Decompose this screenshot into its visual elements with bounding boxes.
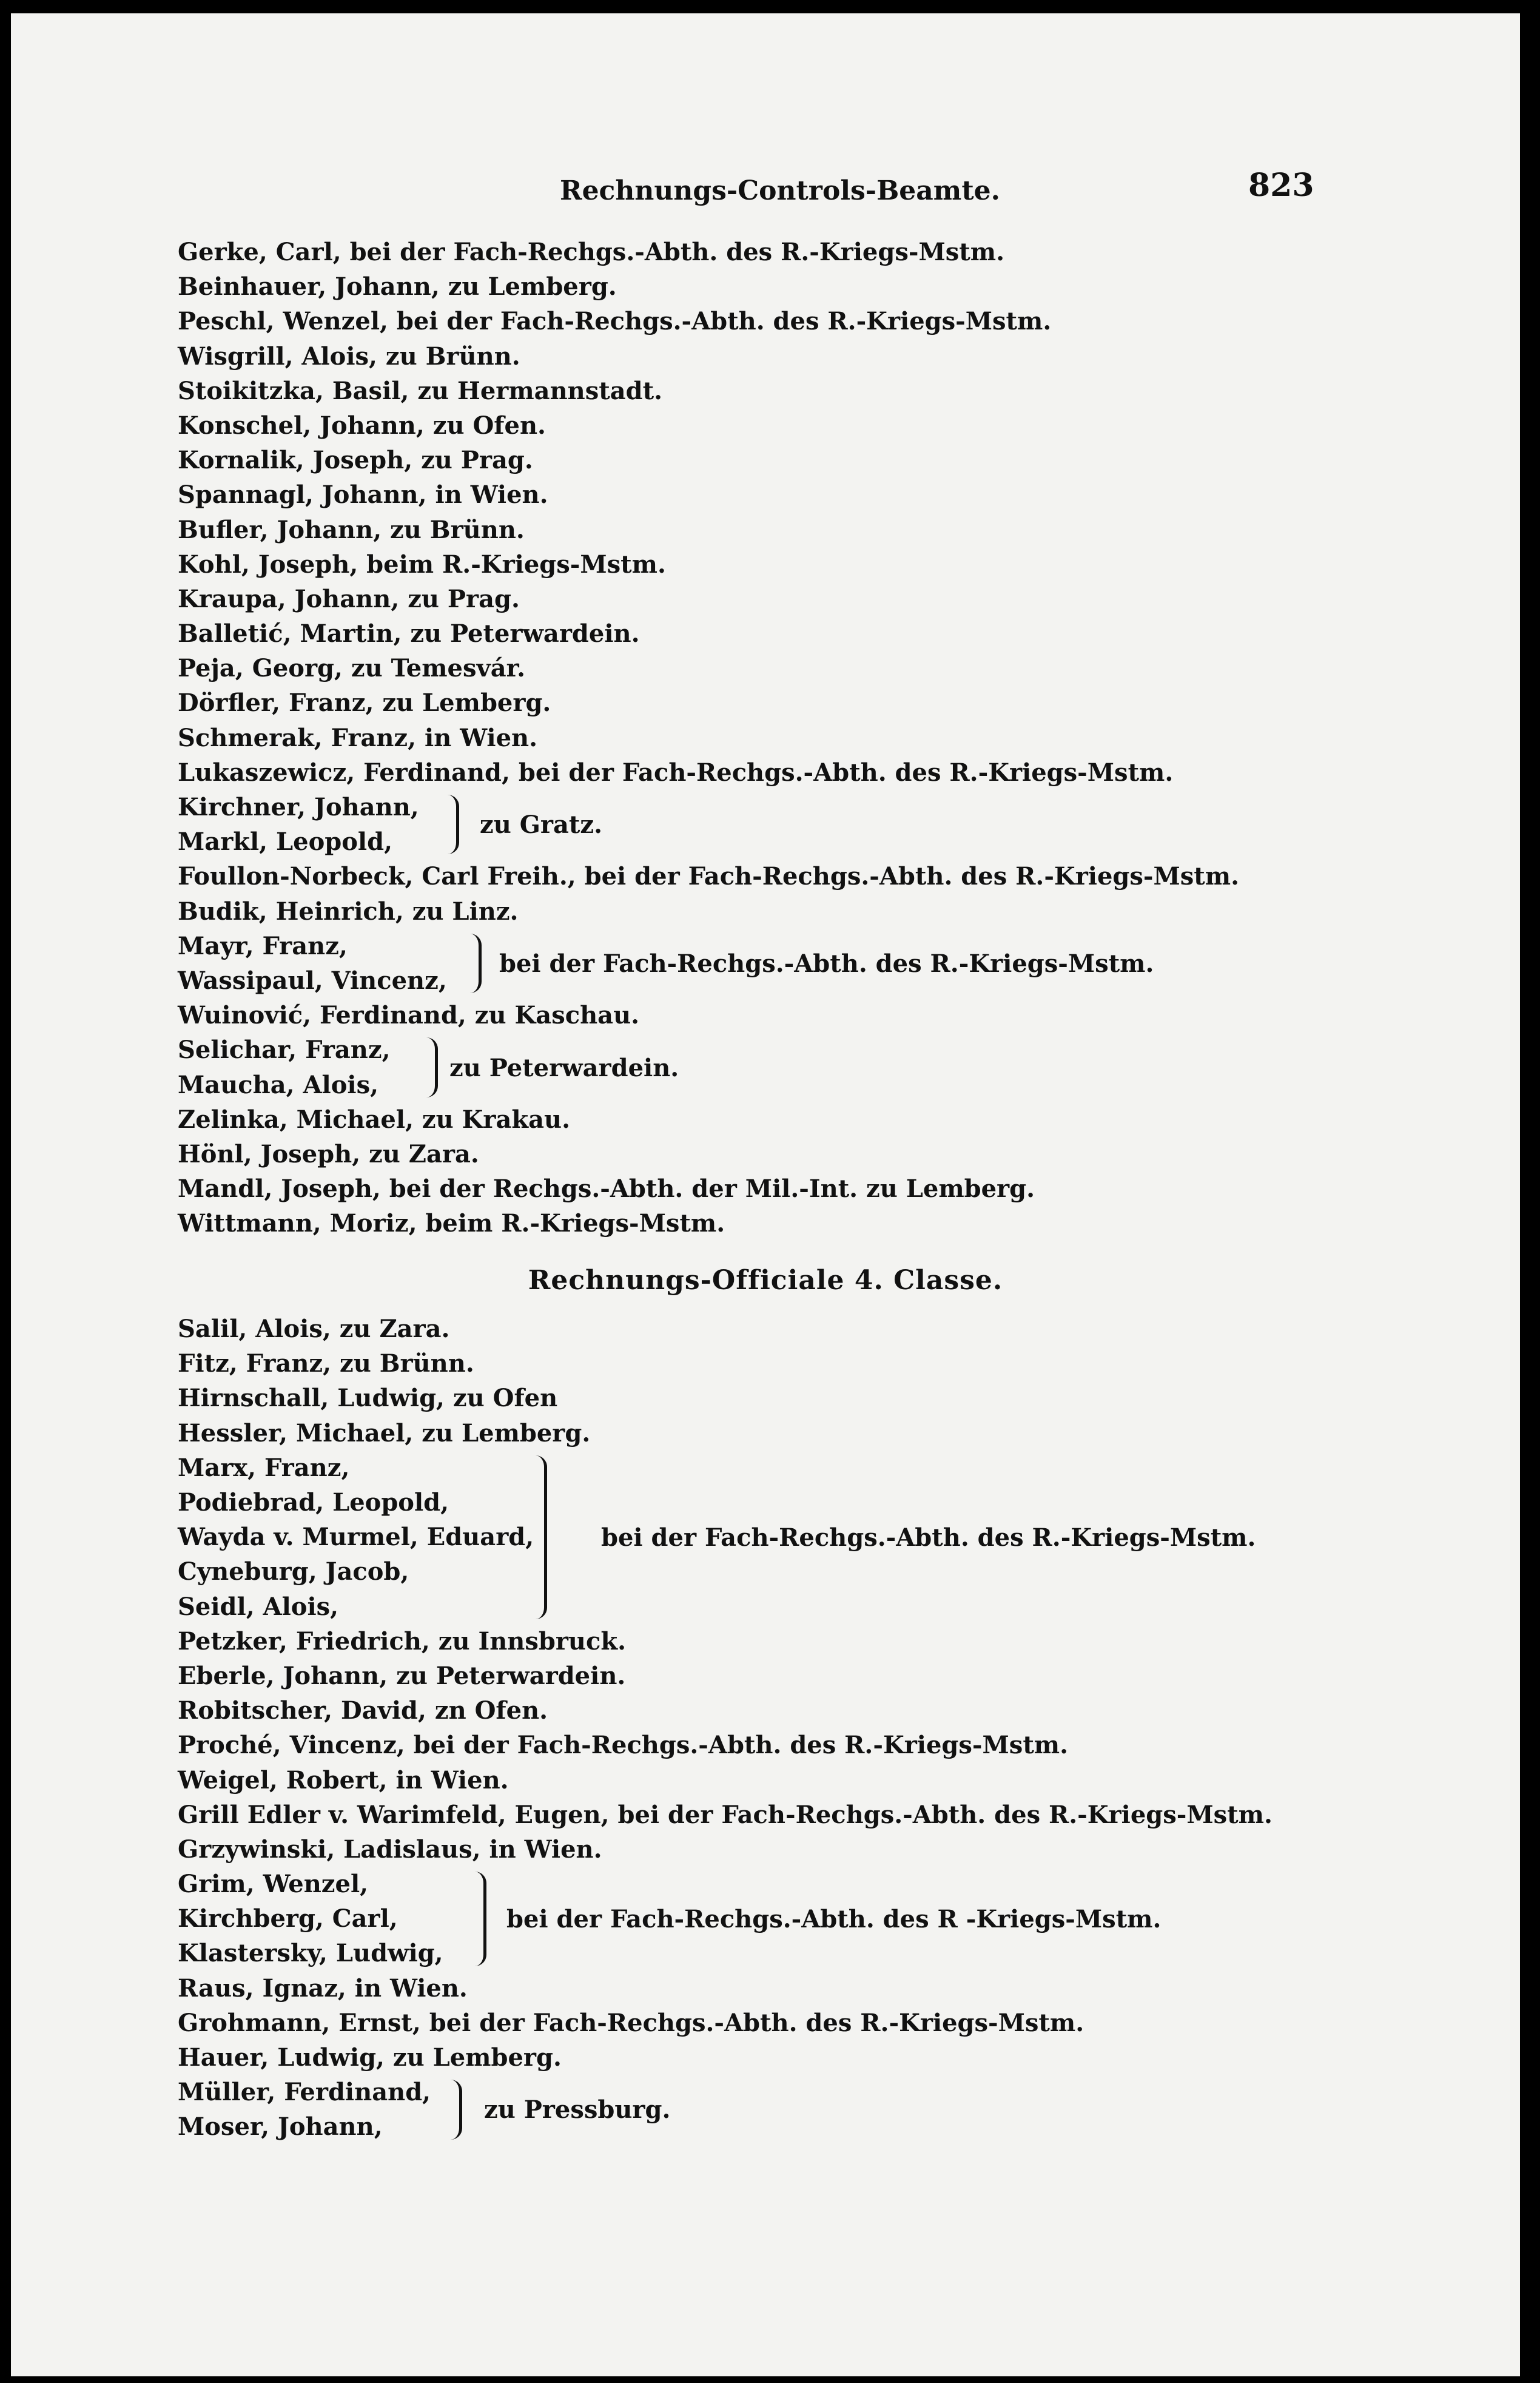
page-header bbox=[11, 167, 1520, 215]
entry-line: Hauer, Ludwig, zu Lemberg. bbox=[178, 2043, 562, 2072]
entry-line: Grim, Wenzel, bbox=[178, 1870, 369, 1899]
entry-line: Salil, Alois, zu Zara. bbox=[178, 1315, 450, 1343]
entry-line: Weigel, Robert, in Wien. bbox=[178, 1765, 509, 1795]
entry-line: Budik, Heinrich, zu Linz. bbox=[178, 897, 519, 926]
entry-list bbox=[178, 859, 1391, 928]
entry-line: Robitscher, David, zn Ofen. bbox=[178, 1696, 548, 1725]
entry-list bbox=[178, 1971, 1391, 2075]
bracket-group-text: bei der Fach-Rechgs.-Abth. des R.-Kriegs-Mstm. bbox=[601, 1523, 1256, 1552]
entry-line: Gerke, Carl, bei der Fach-Rechgs.-Abth. des R.-Kriegs-Mstm. bbox=[178, 238, 1004, 266]
entry-line: Wittmann, Moriz, beim R.-Kriegs-Mstm. bbox=[178, 1209, 725, 1238]
curly-brace bbox=[470, 934, 482, 993]
entry-line: Wisgrill, Alois, zu Brünn. bbox=[178, 342, 520, 371]
entry-line: Bufler, Johann, zu Brünn. bbox=[178, 515, 525, 544]
curly-brace bbox=[426, 1037, 438, 1097]
curly-brace bbox=[451, 2080, 462, 2139]
bracket-group bbox=[178, 929, 1391, 998]
entry-list bbox=[178, 1102, 1391, 1241]
entry-line: Kraupa, Johann, zu Prag. bbox=[178, 584, 520, 613]
bracket-group-text: zu Pressburg. bbox=[484, 2095, 671, 2125]
entry-line: Fitz, Franz, zu Brünn. bbox=[178, 1349, 474, 1378]
entry-line: Grohmann, Ernst, bei der Fach-Rechgs.-Abth. des R.-Kriegs-Mstm. bbox=[178, 2008, 1084, 2037]
entry-line: Hessler, Michael, zu Lemberg. bbox=[178, 1418, 591, 1448]
entry-line: Müller, Ferdinand, bbox=[178, 2078, 431, 2107]
bracket-group bbox=[178, 2075, 1391, 2144]
entry-line: Kohl, Joseph, beim R.-Kriegs-Mstm. bbox=[178, 550, 666, 579]
entry-line: Peschl, Wenzel, bei der Fach-Rechgs.-Abth. des R.-Kriegs-Mstm. bbox=[178, 307, 1052, 336]
entry-line: Balletić, Martin, zu Peterwardein. bbox=[178, 619, 640, 649]
curly-brace bbox=[448, 795, 459, 854]
entry-line: Kornalik, Joseph, zu Prag. bbox=[178, 446, 533, 475]
entry-line: Mayr, Franz, bbox=[178, 931, 348, 960]
bracket-group bbox=[178, 1033, 1391, 1102]
entry-line: Cyneburg, Jacob, bbox=[178, 1557, 409, 1586]
entry-line: Stoikitzka, Basil, zu Hermannstadt. bbox=[178, 376, 663, 405]
entry-line: Kirchberg, Carl, bbox=[178, 1904, 398, 1933]
entry-line: Raus, Ignaz, in Wien. bbox=[178, 1973, 468, 2003]
bracket-group bbox=[178, 1867, 1391, 1971]
entry-line: Seidl, Alois, bbox=[178, 1592, 339, 1621]
running-title: Rechnungs-Controls-Beamte. bbox=[560, 175, 1000, 206]
entry-line: Petzker, Friedrich, zu Innsbruck. bbox=[178, 1626, 627, 1656]
entry-line: Eberle, Johann, zu Peterwardein. bbox=[178, 1661, 626, 1690]
entry-line: Moser, Johann, bbox=[178, 2112, 383, 2142]
entry-line: Proché, Vincenz, bei der Fach-Rechgs.-Abth. des R.-Kriegs-Mstm. bbox=[178, 1731, 1069, 1760]
entry-line: Wuinović, Ferdinand, zu Kaschau. bbox=[178, 1001, 640, 1030]
entry-line: Wayda v. Murmel, Eduard, bbox=[178, 1523, 534, 1552]
entry-line: Lukaszewicz, Ferdinand, bei der Fach-Rechgs.-Abth. des R.-Kriegs-Mstm. bbox=[178, 758, 1174, 787]
page-number: 823 bbox=[1248, 167, 1314, 204]
bracket-group-text: zu Peterwardein. bbox=[449, 1053, 679, 1082]
entry-line: Hönl, Joseph, zu Zara. bbox=[178, 1139, 479, 1168]
curly-brace bbox=[475, 1872, 486, 1966]
entry-list bbox=[178, 998, 1391, 1033]
entry-line: Mandl, Joseph, bei der Rechgs.-Abth. der Mil.-Int. zu Lemberg. bbox=[178, 1175, 1035, 1204]
entry-line: Wassipaul, Vincenz, bbox=[178, 966, 447, 995]
entry-line: Grill Edler v. Warimfeld, Eugen, bei der Fach-Rechgs.-Abth. des R.-Kriegs-Mstm. bbox=[178, 1800, 1273, 1829]
entry-list bbox=[178, 1312, 1391, 1451]
section-heading: Rechnungs-Officiale 4. Classe. bbox=[528, 1265, 1003, 1296]
entry-line: Grzywinski, Ladislaus, in Wien. bbox=[178, 1835, 602, 1864]
document-page bbox=[11, 13, 1520, 2376]
entry-list bbox=[178, 1624, 1391, 1867]
curly-brace bbox=[536, 1455, 547, 1619]
entry-line: Selichar, Franz, bbox=[178, 1036, 391, 1065]
entry-line: Hirnschall, Ludwig, zu Ofen bbox=[178, 1384, 558, 1413]
section-officiale bbox=[178, 1312, 1391, 2145]
entry-line: Foullon-Norbeck, Carl Freih., bei der Fach-Rechgs.-Abth. des R.-Kriegs-Mstm. bbox=[178, 862, 1240, 891]
bracket-group bbox=[178, 790, 1391, 859]
entry-line: Maucha, Alois, bbox=[178, 1070, 379, 1099]
entry-line: Markl, Leopold, bbox=[178, 827, 393, 857]
entry-list bbox=[178, 235, 1391, 790]
entry-line: Marx, Franz, bbox=[178, 1453, 350, 1482]
entry-line: Zelinka, Michael, zu Krakau. bbox=[178, 1105, 571, 1134]
entry-line: Dörfler, Franz, zu Lemberg. bbox=[178, 689, 551, 718]
entry-line: Spannagl, Johann, in Wien. bbox=[178, 480, 548, 510]
entry-line: Kirchner, Johann, bbox=[178, 793, 419, 821]
entry-line: Peja, Georg, zu Temesvár. bbox=[178, 654, 526, 683]
entry-line: Podiebrad, Leopold, bbox=[178, 1488, 449, 1517]
bracket-group-text: zu Gratz. bbox=[480, 811, 602, 840]
bracket-group-text: bei der Fach-Rechgs.-Abth. des R.-Kriegs-Mstm. bbox=[499, 949, 1154, 978]
bracket-group-text: bei der Fach-Rechgs.-Abth. des R -Kriegs-Mstm. bbox=[506, 1904, 1162, 1933]
entry-line: Konschel, Johann, zu Ofen. bbox=[178, 411, 546, 440]
section-controls-beamte bbox=[178, 235, 1391, 1241]
entry-line: Beinhauer, Johann, zu Lemberg. bbox=[178, 272, 617, 302]
entry-line: Klastersky, Ludwig, bbox=[178, 1939, 443, 1968]
entry-line: Schmerak, Franz, in Wien. bbox=[178, 723, 538, 752]
bracket-group bbox=[178, 1451, 1391, 1624]
